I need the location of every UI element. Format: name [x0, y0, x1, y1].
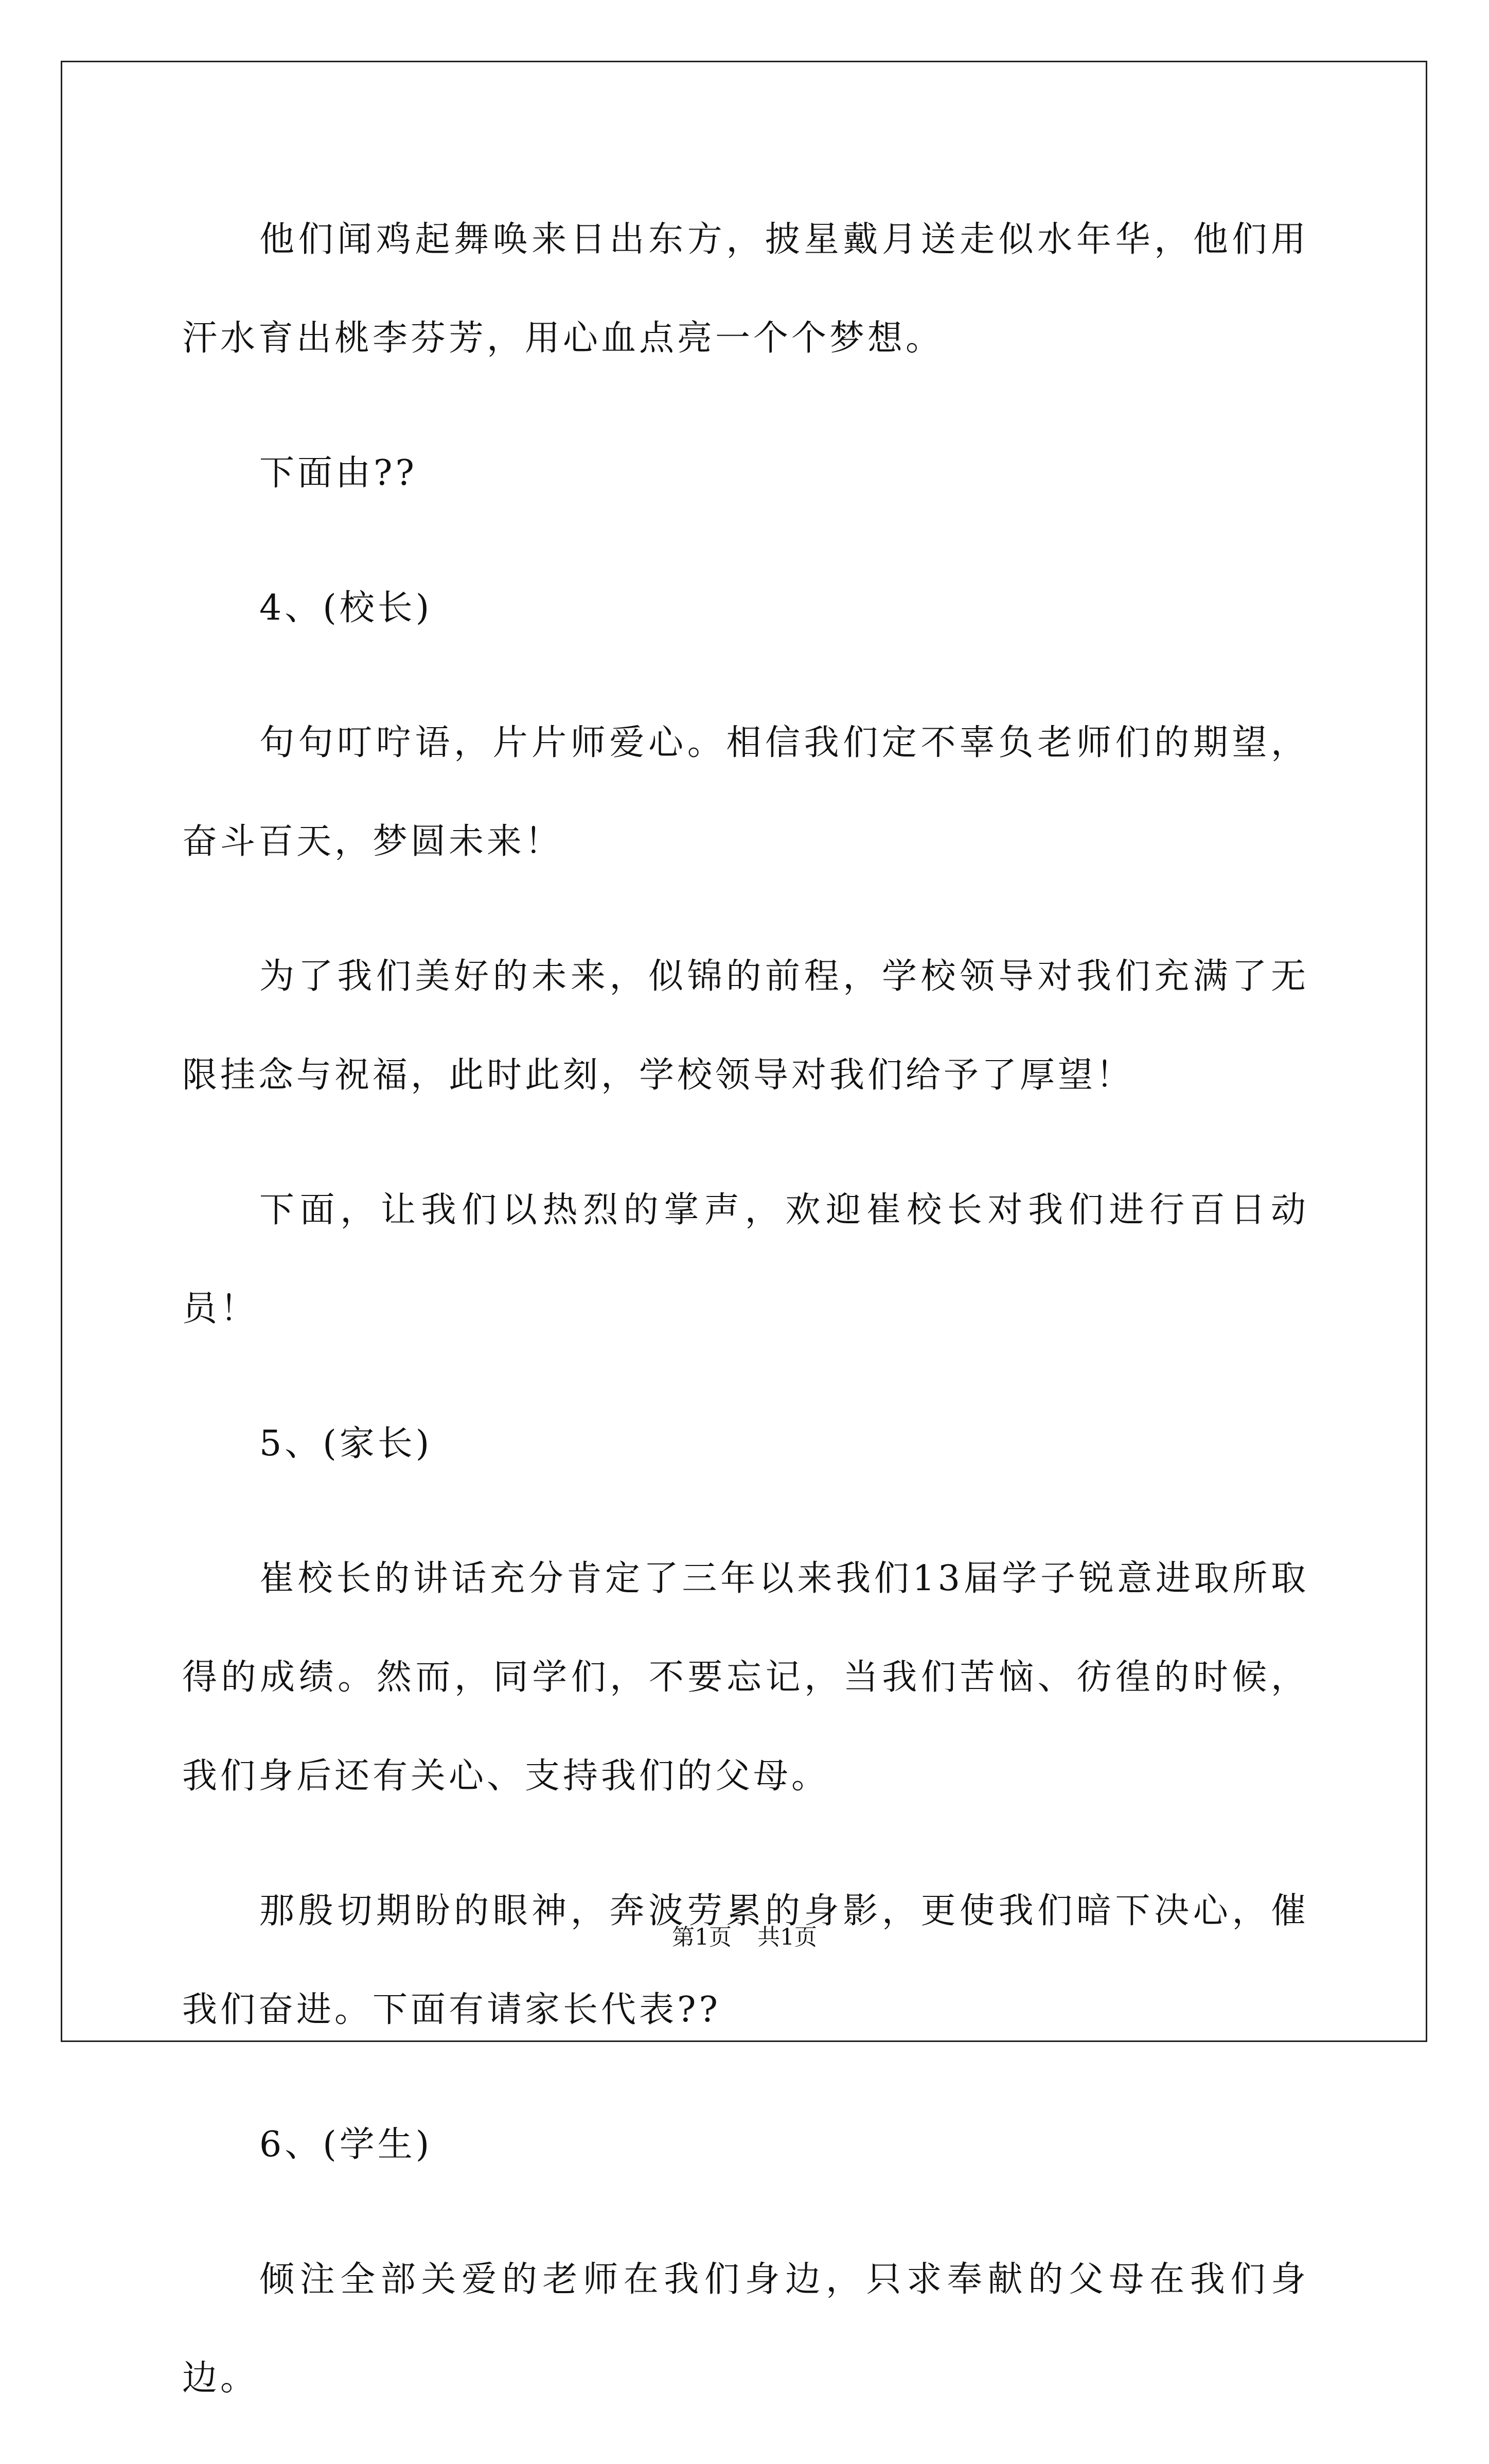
- paragraph-2: 下面由??: [259, 453, 417, 494]
- paragraph-6: 崔校长的讲话充分肯定了三年以来我们13届学子锐意进取所取得的成绩。然而，同学们，不要忘记，当我们苦恼、彷徨的时候，我们身后还有关心、支持我们的父母。: [182, 1558, 1309, 1797]
- document-body: [182, 190, 1309, 2464]
- paragraph-4: 为了我们美好的未来，似锦的前程，学校领导对我们充满了无限挂念与祝福，此时此刻，学校领导对我们给予了厚望！: [182, 956, 1309, 1096]
- page-number: 第1页: [672, 1924, 732, 1950]
- page-footer: [0, 1919, 1489, 1951]
- paragraph-8: 倾注全部关爱的老师在我们身边，只求奉献的父母在我们身边。: [182, 2259, 1309, 2399]
- section-heading-parents: 5、(家长): [259, 1423, 433, 1464]
- paragraph-5: 下面，让我们以热烈的掌声，欢迎崔校长对我们进行百日动员！: [182, 1190, 1309, 1329]
- section-heading-students: 6、(学生): [259, 2124, 433, 2165]
- paragraph-7: 那殷切期盼的眼神，奔波劳累的身影，更使我们暗下决心，催我们奋进。下面有请家长代表??: [182, 1891, 1309, 2030]
- paragraph-3: 句句叮咛语，片片师爱心。相信我们定不辜负老师们的期望，奋斗百天，梦圆未来！: [182, 723, 1309, 862]
- page-total: 共1页: [757, 1924, 817, 1950]
- paragraph-1: 他们闻鸡起舞唤来日出东方，披星戴月送走似水年华，他们用汗水育出桃李芬芳，用心血点亮一个个梦想。: [182, 219, 1309, 359]
- section-heading-principal: 4、(校长): [259, 588, 433, 628]
